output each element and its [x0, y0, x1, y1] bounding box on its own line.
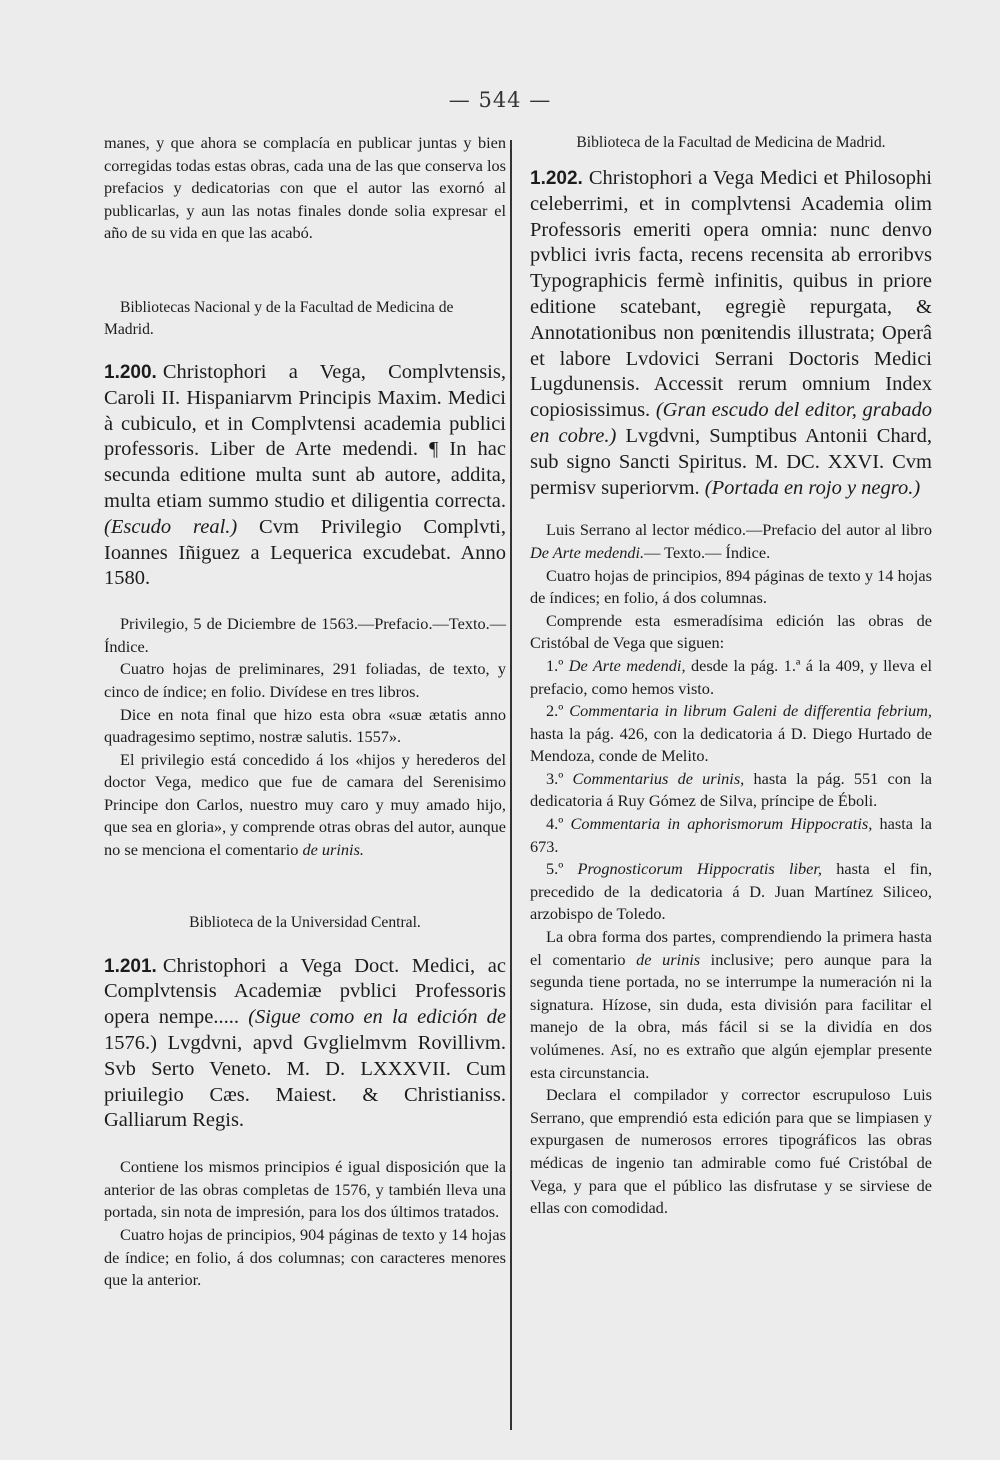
works-item-1-number: 1.º — [546, 655, 564, 675]
left-column — [104, 132, 506, 1292]
page-number: — 544 — — [448, 88, 552, 112]
note-1202-contents-b: — Texto.— Índice. — [644, 542, 771, 562]
works-item-3-title: Commentarius de urinis, — [572, 768, 745, 788]
note-1202-contents — [530, 519, 932, 564]
note-1202-structure-b: inclusive; pero aunque para la segunda tiene portada, no se interrumpe la numeración ni la signatura. Hízose, sin duda, esta división para facilitar el manejo de la obra, más fácil si se la dividía en dos volúmenes. Así, no es extraño que algún ejemplar presente esta circunstancia. — [530, 949, 932, 1082]
entry-1201-year: 1576.) — [104, 1032, 157, 1055]
works-item-4-detail: hasta la 673. — [530, 814, 932, 856]
note-1200-contents: Privilegio, 5 de Diciembre de 1563.—Prefacio.—Texto.—Índice. — [104, 614, 506, 656]
works-item-5-title: Prognosticorum Hippocratis liber, — [577, 859, 822, 879]
note-1202-contents-italic: De Arte medendi. — [530, 542, 645, 562]
works-item-3-detail: hasta la pág. 551 con la dedicatoria á Ruy Gómez de Silva, príncipe de Éboli. — [530, 768, 932, 811]
note-1202-contents-a: Luis Serrano al lector médico.—Prefacio del autor al libro — [546, 520, 932, 540]
works-item-1 — [530, 655, 932, 700]
entry-1200 — [104, 360, 506, 592]
works-item-1-detail: desde la pág. 1.ª á la 409, y lleva el prefacio, como hemos visto. — [530, 655, 932, 698]
note-1200-privilege — [104, 749, 506, 862]
works-item-4-number: 4.º — [546, 814, 564, 834]
entry-1202-italic-note-1: (Gran escudo del editor, grabado en cobre.) — [530, 399, 932, 447]
entry-1202-imprint: Lvgdvni, Sumptibus Antonii Chard, sub signo Sancti Spiritus. M. DC. XXVI. Cvm permisv superiorvm. — [530, 424, 933, 499]
entry-1200-imprint: Cvm Privilegio Complvti, Ioannes Iñiguez a Lequerica excudebat. Anno 1580. — [104, 515, 507, 590]
entry-1200-title: Christophori a Vega, Complvtensis, Caroli II. Hispaniarvm Principis Maxim. Medici à cubiculo, et in Complvtensi academia publici professoris. Liber de Arte medendi. ¶ In hac secunda editione multa sunt ab autore, addita, multa etiam summo studio et diligentia correcta. — [104, 360, 506, 512]
note-1202-structure-italic: de urinis — [636, 949, 701, 969]
works-item-3-number: 3.º — [546, 768, 564, 788]
entry-number-1200: 1.200. — [104, 361, 157, 383]
works-item-2-title: Commentaria in librum Galeni de differentia febrium, — [569, 701, 932, 721]
entry-1201-title: Christophori a Vega Doct. Medici, ac Complvtensis Academiæ pvblici Professoris opera nempe..... — [104, 954, 506, 1029]
works-item-5-number: 5.º — [546, 859, 564, 879]
library-location-2: Biblioteca de la Universidad Central. — [189, 913, 421, 931]
entry-number-1202: 1.202. — [530, 168, 583, 189]
works-item-2-number: 2.º — [546, 701, 564, 721]
note-1200-final-note: Dice en nota final que hizo esta obra «suæ ætatis anno quadragesimo septimo, nostræ salutis. 1557». — [104, 704, 506, 747]
entry-number-1201: 1.201. — [104, 955, 157, 977]
library-location-3: Biblioteca de la Facultad de Medicina de Madrid. — [576, 134, 886, 151]
entry-1201-italic-note: (Sigue como en la edición de — [248, 1006, 507, 1029]
entry-1200-italic-note: (Escudo real.) — [104, 515, 238, 538]
library-location-1: Bibliotecas Nacional y de la Facultad de Medicina de Madrid. — [104, 298, 454, 338]
works-item-5 — [530, 858, 932, 926]
entry-1201-imprint: Lvgdvni, apvd Gvglielmvm Rovillivm. Svb Serto Veneto. M. D. LXXXVII. Cum priuilegio Cæs. Maiest. & Christianiss. Galliarum Regis. — [104, 1032, 506, 1132]
entry-1202-italic-note-2: (Portada en rojo y negro.) — [704, 476, 921, 499]
note-1202-works-intro: Comprende esta esmeradísima edición las obras de Cristóbal de Vega que siguen: — [530, 610, 932, 653]
works-item-1-title: De Arte medendi, — [568, 655, 686, 675]
works-item-2 — [530, 700, 932, 768]
note-1201-collation: Cuatro hojas de principios, 904 páginas de texto y 14 hojas de índice; en folio, á dos columnas; con caracteres menores que la anterior. — [104, 1225, 506, 1290]
note-1202-structure — [530, 926, 932, 1084]
entry-1201 — [104, 954, 506, 1135]
works-item-2-detail: hasta la pág. 426, con la dedicatoria á D. Diego Hurtado de Mendoza, conde de Melito. — [530, 723, 932, 766]
entry-1202 — [530, 166, 932, 501]
note-1201-contents: Contiene los mismos principios é igual disposición que la anterior de las obras completas de 1576, y también lleva una portada, sin nota de impresión, para los dos últimos tratados. — [104, 1157, 506, 1222]
note-1200-privilege-italic: de urinis. — [302, 840, 364, 860]
column-divider — [510, 140, 512, 1430]
entry-1202-title: Christophori a Vega Medici et Philosophi celeberrimi, et in complvtensi Academia olim Professoris emeriti opera omnia: nunc denvo pvblici ivris facta, recens recensita ab erroribvs Typographicis fermè infinitis, quibus in priore editione scatebant, egregiè repurgata, & Annotationibus non pœnitendis illustrata; Operâ et labore Lvdovici Serrani Doctoris Medici Lugdunensis. Accessit rerum omnium Index copiosissimus. — [530, 167, 932, 422]
note-1200-collation: Cuatro hojas de preliminares, 291 foliadas, de texto, y cinco de índice; en folio. Divídese en tres libros. — [104, 659, 506, 701]
continued-paragraph: manes, y que ahora se complacía en publicar juntas y bien corregidas todas estas obras, cada una de las que conserva los prefacios y dedicatorias con que el autor las exornó al publicarlas, y aun las notas finales donde solia expresar el año de su vida en que las acabó. — [104, 133, 506, 243]
works-item-3 — [530, 768, 932, 813]
works-item-4 — [530, 813, 932, 858]
note-1202-collation: Cuatro hojas de principios, 894 páginas de texto y 14 hojas de índices; en folio, á dos columnas. — [530, 565, 932, 608]
note-1202-structure-a: La obra forma dos partes, comprendiendo la primera hasta el comentario — [530, 927, 932, 969]
works-item-5-detail: hasta el fin, precedido de la dedicatoria á D. Juan Martínez Siliceo, arzobispo de Toledo. — [530, 859, 933, 924]
right-column — [530, 132, 932, 1220]
works-item-4-title: Commentaria in aphorismorum Hippocratis, — [570, 814, 873, 834]
note-1202-compiler: Declara el compilador y corrector escrupuloso Luis Serrano, que emprendió esta edición para que se limpiasen y expurgasen de numerosos errores tipográficos las obras médicas de ingenio tan admirable como fué Cristóbal de Vega, y para que el público las disfrutase y se sirviese de ellas con comodidad. — [530, 1085, 932, 1218]
note-1200-privilege-text: El privilegio está concedido á los «hijos y herederos del doctor Vega, medico que fue de camara del Serenisimo Principe don Carlos, nuestro muy caro y muy amado hijo, que sea en gloria», y comprende otras obras del autor, aunque no se menciona el comentario — [104, 749, 506, 860]
